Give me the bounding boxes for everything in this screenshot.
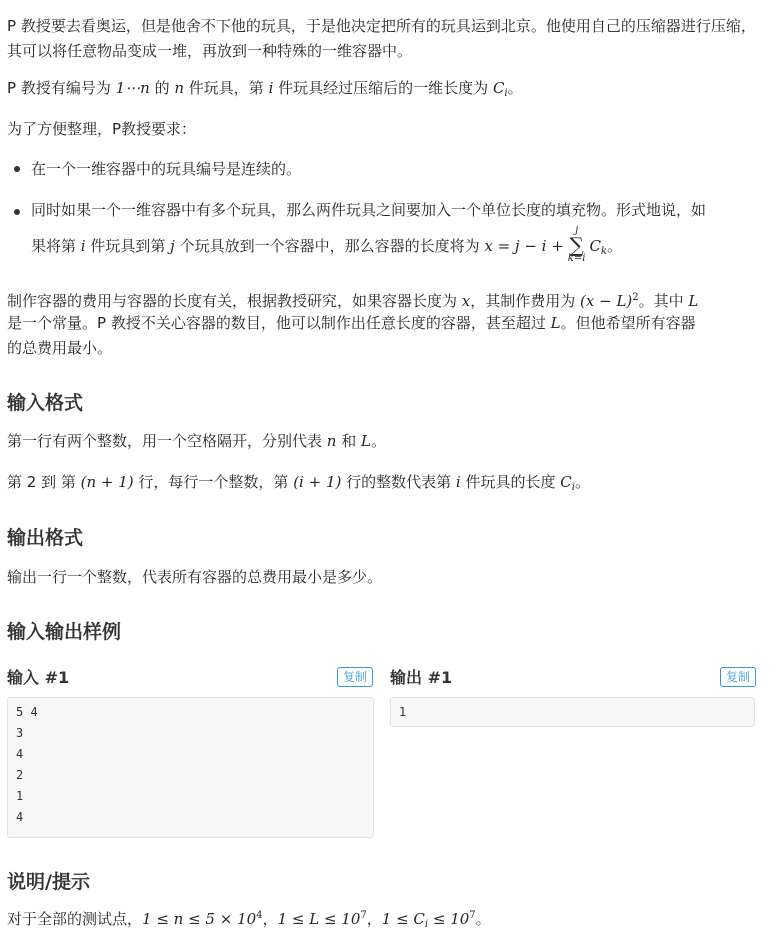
description-paragraph-4-line-1	[7, 288, 698, 311]
copy-output-button[interactable]: 复制	[720, 667, 756, 687]
text: 。	[574, 473, 590, 491]
requirement-item-1: 在一个一维容器中的玩具编号是连续的。	[31, 160, 302, 178]
text: 件玩具到第	[85, 237, 171, 255]
sample-output-title: 输出 #1	[390, 668, 453, 687]
samples-heading: 输入输出样例	[7, 621, 122, 643]
math-c: C	[560, 473, 572, 491]
math-l-range: 1 ≤ L ≤ 10	[277, 910, 361, 928]
math-sup: 7	[469, 910, 476, 921]
text: 。其中	[638, 292, 689, 310]
math-l: L	[361, 432, 371, 450]
text: 件玩具，第	[184, 79, 269, 97]
math-i: i	[455, 473, 461, 491]
math-i: i	[80, 237, 86, 255]
text: 件玩具的长度	[460, 473, 561, 491]
text: ，	[366, 910, 382, 928]
text: 。但他希望所有容器	[560, 314, 696, 332]
description-paragraph-3: 为了方便整理，P教授要求：	[7, 120, 197, 138]
text: 第 2 到 第	[7, 473, 81, 491]
text: P 教授有编号为	[7, 79, 116, 97]
math-sub-k: k	[600, 246, 607, 257]
copy-input-button[interactable]: 复制	[337, 667, 373, 687]
output-format-text: 输出一行一个整数，代表所有容器的总费用最小是多少。	[7, 568, 383, 586]
math-x: x	[461, 292, 471, 310]
sum-sigma: ∑	[569, 232, 584, 257]
sample-input-line: 4	[16, 810, 24, 824]
text: 。	[370, 432, 386, 450]
math-c: C	[589, 237, 601, 255]
math-n-plus-1: (n + 1)	[80, 473, 134, 491]
hint-text	[7, 906, 491, 935]
text: 果将第	[31, 237, 81, 255]
text: ，	[262, 910, 278, 928]
text: 。	[606, 237, 622, 255]
output-format-heading: 输出格式	[7, 527, 84, 549]
input-format-line-1	[7, 431, 386, 451]
math-c-range: 1 ≤ C	[381, 910, 425, 928]
sum-upper: j	[575, 224, 579, 236]
sample-input-line: 2	[16, 768, 24, 782]
math-sub-i: i	[571, 482, 575, 493]
sample-input-line: 1	[16, 789, 24, 803]
sample-output-line: 1	[399, 705, 407, 719]
math-cost: (x − L)	[580, 292, 633, 310]
text: 是一个常量。P 教授不关心容器的数目，他可以制作出任意长度的容器，甚至超过	[7, 314, 551, 332]
bullet-dot	[14, 209, 20, 215]
math-range: 1⋯n	[115, 79, 150, 97]
text: 和	[336, 432, 361, 450]
math-j: j	[170, 237, 175, 255]
description-paragraph-2	[7, 78, 523, 104]
sample-output-box[interactable]	[390, 697, 755, 727]
text: 第一行有两个整数，用一个空格隔开，分别代表	[7, 432, 327, 450]
text: 行的整数代表第	[341, 473, 456, 491]
text: 件玩具经过压缩后的一维长度为	[273, 79, 493, 97]
sample-input-title: 输入 #1	[7, 668, 70, 687]
summation	[568, 226, 586, 264]
sample-input-line: 3	[16, 726, 24, 740]
math-n: n	[174, 79, 185, 97]
text: 。	[507, 79, 523, 97]
math-n: n	[326, 432, 337, 450]
math-n-range: 1 ≤ n ≤ 5 × 10	[142, 910, 257, 928]
bullet-dot	[14, 166, 20, 172]
text: 行，每行一个整数，第	[133, 473, 294, 491]
math-sup: 7	[360, 910, 367, 921]
text: 的	[149, 79, 175, 97]
text: 个玩具放到一个容器中，那么容器的长度将为	[174, 237, 485, 255]
math-sub-i: i	[504, 88, 508, 99]
sample-input-box[interactable]	[7, 697, 374, 838]
requirement-item-2-line-2	[31, 224, 622, 274]
math-formula: x = j − i +	[484, 237, 564, 255]
description-paragraph-4-line-3: 的总费用最小。	[7, 339, 113, 357]
sample-input-line: 5 4	[16, 705, 38, 719]
math-sub-i: i	[424, 919, 429, 930]
input-format-line-2	[7, 472, 590, 498]
input-format-heading: 输入格式	[7, 392, 84, 414]
sample-input-line: 4	[16, 747, 24, 761]
text: 。	[475, 910, 491, 928]
hint-heading: 说明/提示	[7, 871, 90, 893]
description-paragraph-1: P 教授要去看奥运，但是他舍不下他的玩具，于是他决定把所有的玩具运到北京。他使用自己的压缩器进行压缩，其可以将任意物品变成一堆，再放到一种特殊的一维容器中。	[7, 17, 756, 60]
text: 制作容器的费用与容器的长度有关，根据教授研究，如果容器长度为	[7, 292, 462, 310]
text: ，其制作费用为	[470, 292, 581, 310]
requirement-item-2-line-1: 同时如果一个一维容器中有多个玩具，那么两件玩具之间要加入一个单位长度的填充物。形式地说，如	[31, 201, 707, 219]
math-c: C	[492, 79, 505, 97]
math-sup: 4	[256, 910, 263, 921]
text: 对于全部的测试点，	[7, 910, 143, 928]
description-paragraph-4-line-2	[7, 313, 696, 333]
math-l: L	[688, 292, 699, 310]
math-i-plus-1: (i + 1)	[293, 473, 342, 491]
math-sup: 2	[632, 292, 639, 303]
math-l: L	[550, 314, 561, 332]
math-c-range-rest: ≤ 10	[428, 910, 470, 928]
math-i: i	[268, 79, 274, 97]
sum-lower: k=i	[567, 252, 586, 264]
